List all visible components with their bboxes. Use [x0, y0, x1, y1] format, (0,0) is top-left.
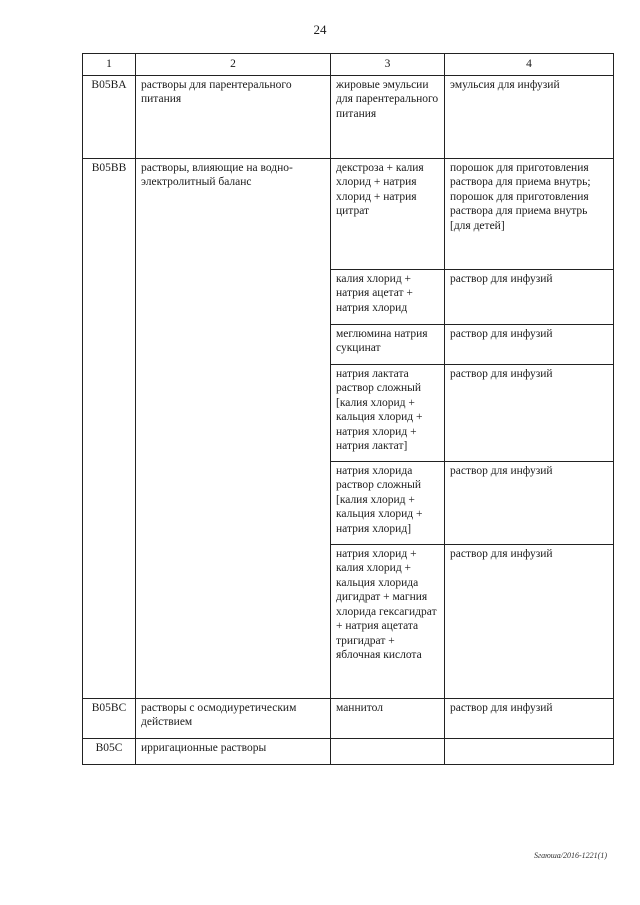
table-header-row	[83, 54, 614, 76]
page-number: 24	[313, 22, 327, 37]
header-col-2: 2	[136, 54, 331, 76]
header-col-4: 4	[445, 54, 614, 76]
atc-code: B05BC	[83, 698, 136, 738]
atc-code: B05C	[83, 738, 136, 764]
dosage-form: раствор для инфузий	[445, 324, 614, 364]
substance: натрия лактата раствор сложный [калия хлорид + кальция хлорид + натрия хлорид + натрия лактат]	[331, 364, 445, 461]
group-name: растворы, влияющие на водно-электролитный баланс	[136, 158, 331, 698]
footer-document-code: Ѕгаюша/2016-1221(1)	[533, 851, 607, 860]
substance: декстроза + калия хлорид + натрия хлорид + натрия цитрат	[331, 158, 445, 269]
dosage-form: раствор для инфузий	[445, 269, 614, 324]
substance: натрия хлорида раствор сложный [калия хлорид + кальция хлорид + натрия хлорид]	[331, 461, 445, 544]
atc-code: B05BB	[83, 158, 136, 698]
dosage-form: раствор для инфузий	[445, 461, 614, 544]
dosage-form: раствор для инфузий	[445, 698, 614, 738]
group-name: растворы для парентерального питания	[136, 75, 331, 158]
header-col-1: 1	[83, 54, 136, 76]
dosage-form: раствор для инфузий	[445, 364, 614, 461]
dosage-form: эмульсия для инфузий	[445, 75, 614, 158]
substance: калия хлорид + натрия ацетат + натрия хлорид	[331, 269, 445, 324]
atc-code: B05BA	[83, 75, 136, 158]
table-row	[83, 75, 614, 158]
substance: жировые эмульсии для парентерального питания	[331, 75, 445, 158]
table-row	[83, 738, 614, 764]
substance	[331, 738, 445, 764]
table-row	[83, 698, 614, 738]
dosage-form: порошок для приготовления раствора для приема внутрь; порошок для приготовления раствора для приема внутрь [для детей]	[445, 158, 614, 269]
group-name: ирригационные растворы	[136, 738, 331, 764]
substance: меглюмина натрия сукцинат	[331, 324, 445, 364]
group-name: растворы с осмодиуретическим действием	[136, 698, 331, 738]
table-row	[83, 158, 614, 269]
substance: натрия хлорид + калия хлорид + кальция хлорида дигидрат + магния хлорида гексагидрат + натрия ацетата тригидрат + яблочная кислота	[331, 544, 445, 698]
dosage-form	[445, 738, 614, 764]
substance: маннитол	[331, 698, 445, 738]
drug-table	[82, 53, 614, 765]
header-col-3: 3	[331, 54, 445, 76]
dosage-form: раствор для инфузий	[445, 544, 614, 698]
